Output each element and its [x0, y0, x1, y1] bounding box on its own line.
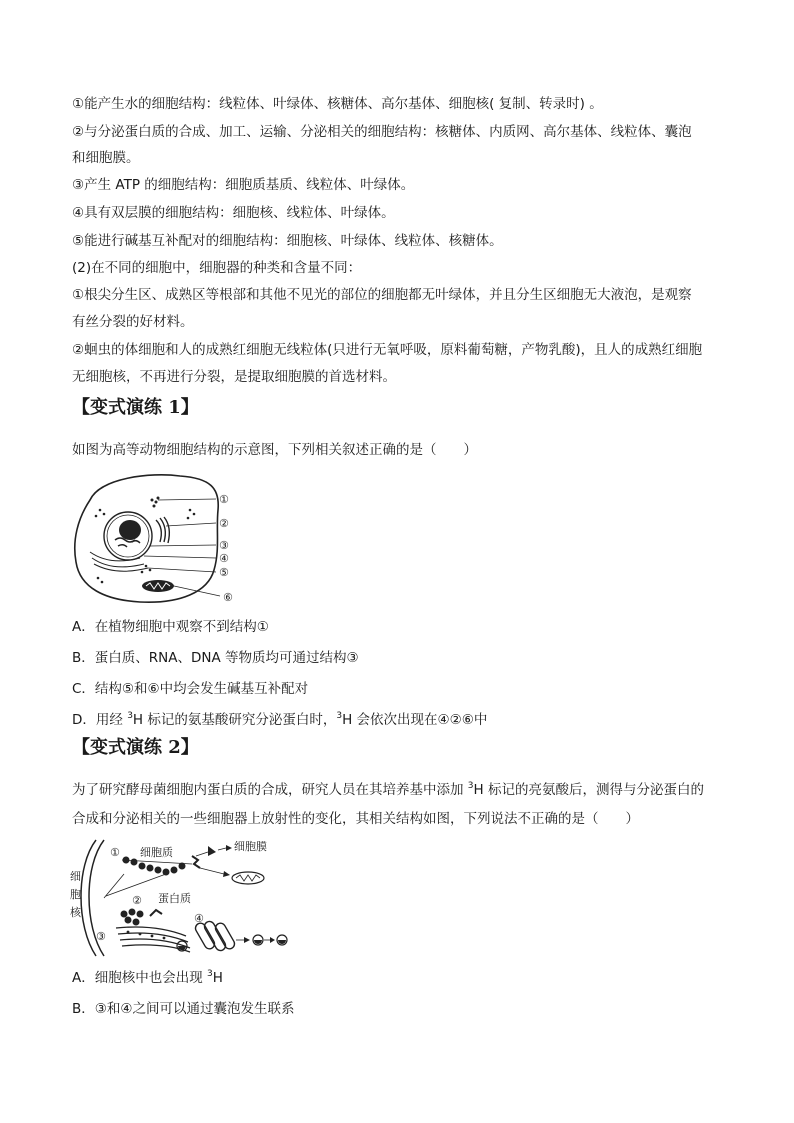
- label-cell-membrane: 细胞膜: [234, 840, 267, 853]
- label-4: ④: [194, 912, 204, 925]
- label-3: ③: [96, 930, 106, 943]
- exercise2-question-line2: 合成和分泌相关的一些细胞器上放射性的变化，其相关结构如图，下列说法不正确的是（ ）: [72, 811, 639, 827]
- summary-line-2: ②与分泌蛋白质的合成、加工、运输、分泌相关的细胞结构：核糖体、内质网、高尔基体、线粒体、囊泡: [72, 124, 692, 140]
- ribosomes-1: [123, 857, 186, 876]
- label-2: ②: [132, 894, 142, 907]
- centriole: [151, 497, 160, 508]
- summary-line-4: ③产生 ATP 的细胞结构：细胞质基质、线粒体、叶绿体。: [72, 177, 415, 193]
- exercise1-option-b: B．蛋白质、RNA、DNA 等物质均可通过结构③: [72, 650, 359, 666]
- summary-line-11: 无细胞核，不再进行分裂，是提取细胞膜的首选材料。: [72, 369, 396, 385]
- label-protein: 蛋白质: [158, 892, 191, 905]
- summary-line-5: ④具有双层膜的细胞结构：细胞核、线粒体、叶绿体。: [72, 205, 395, 221]
- cell-label-1: ①: [219, 493, 229, 506]
- summary-line-3: 和细胞膜。: [72, 150, 140, 166]
- exercise1-question: 如图为高等动物细胞结构的示意图，下列相关叙述正确的是（ ）: [72, 442, 477, 458]
- nucleolus: [119, 520, 141, 540]
- golgi-apparatus: [156, 517, 169, 543]
- label-nucleus: 细胞核: [70, 870, 81, 919]
- exercise1-heading: 【变式演练 1】: [72, 397, 199, 418]
- label-1: ①: [110, 846, 120, 859]
- cell-label-2: ②: [219, 517, 229, 530]
- cell-label-5: ⑤: [219, 566, 229, 579]
- exercise2-question-line1: 为了研究酵母菌细胞内蛋白质的合成，研究人员在其培养基中添加 $^3$H 标记的亮氨酸后，测得与分泌蛋白的: [72, 781, 704, 798]
- cell-label-6: ⑥: [223, 591, 233, 604]
- exercise1-option-c: C．结构⑤和⑥中均会发生碱基互补配对: [72, 681, 309, 697]
- exercise1-option-d: D．用经 $^3$H 标记的氨基酸研究分泌蛋白时，$^3$H 会依次出现在④②⑥中: [72, 711, 488, 728]
- secretory-pathway-diagram: [66, 836, 288, 960]
- animal-cell-diagram: [70, 470, 250, 608]
- label-cytoplasm: 细胞质: [140, 846, 173, 859]
- summary-line-6: ⑤能进行碱基互补配对的细胞结构：细胞核、叶绿体、线粒体、核糖体。: [72, 233, 503, 249]
- summary-line-1: ①能产生水的细胞结构：线粒体、叶绿体、核糖体、高尔基体、细胞核( 复制、转录时) 。: [72, 96, 603, 112]
- cell-label-3: ③: [219, 539, 229, 552]
- exercise2-option-a: A．细胞核中也会出现 $^3$H: [72, 969, 223, 986]
- summary-line-10: ②蛔虫的体细胞和人的成熟红细胞无线粒体(只进行无氧呼吸，原料葡萄糖，产物乳酸)，且人的成熟红细胞: [72, 342, 703, 358]
- summary-line-9: 有丝分裂的好材料。: [72, 314, 194, 330]
- summary-line-8: ①根尖分生区、成熟区等根部和其他不见光的部位的细胞都无叶绿体，并且分生区细胞无大液泡，是观察: [72, 287, 692, 303]
- cell-label-4: ④: [219, 552, 229, 565]
- ribosomes-2: [121, 909, 144, 926]
- exercise1-option-a: A．在植物细胞中观察不到结构①: [72, 619, 269, 635]
- exercise2-heading: 【变式演练 2】: [72, 737, 199, 758]
- summary-line-7: (2)在不同的细胞中，细胞器的种类和含量不同：: [72, 260, 362, 276]
- exercise2-option-b: B．③和④之间可以通过囊泡发生联系: [72, 1001, 295, 1017]
